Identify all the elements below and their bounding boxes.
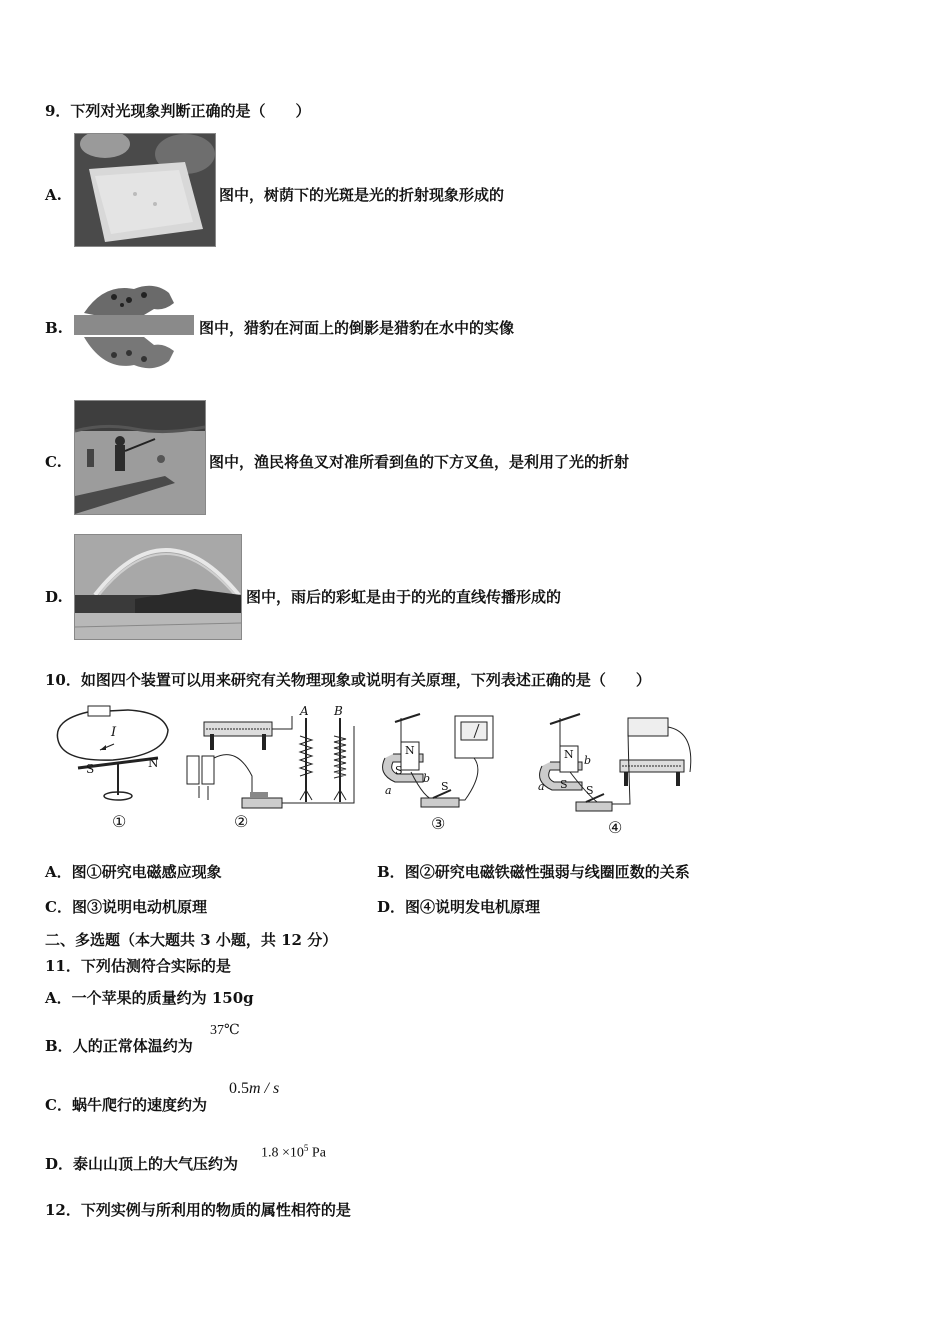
figure-3-b-label: b: [423, 772, 431, 785]
q9-option-d-text: 图中，雨后的彩虹是由于的光的直线传播形成的: [246, 588, 562, 606]
figure-3-number: ③: [431, 814, 446, 833]
q11-option-d-text: 泰山山顶上的大气压约为: [73, 1155, 239, 1173]
q11-option-c-formula: [229, 1080, 279, 1098]
figure-3-switch-label: S: [441, 780, 449, 793]
q10-option-b: [377, 862, 690, 882]
q11-option-a-text: 一个苹果的质量约为 150g: [71, 989, 254, 1007]
q10-option-b-text: 图②研究电磁铁磁性强弱与线圈匝数的关系: [404, 863, 690, 881]
figure-1-south-label: S: [86, 762, 95, 776]
figure-1-oersted: [48, 700, 178, 835]
q9-option-c-label: C.: [45, 453, 62, 471]
figure-4-south-label: S: [560, 778, 568, 791]
q11-option-b-text: 人的正常体温约为: [72, 1037, 193, 1055]
figure-4-north-label: N: [564, 748, 574, 761]
figure-4-number: ④: [608, 818, 623, 837]
q11-option-c-formula-number: 0.5: [229, 1080, 249, 1097]
q11-option-d-formula: [261, 1143, 326, 1162]
q9-stem: 9．下列对光现象判断正确的是（ ）: [45, 102, 311, 120]
q9-option-b-label: B.: [45, 319, 63, 337]
figure-2-coil-b-label: B: [334, 704, 343, 718]
rainbow-photo: [74, 534, 242, 640]
q9-option-d-label: D.: [45, 588, 63, 606]
figure-4-switch-label: S: [586, 784, 594, 797]
q12-stem: 12．下列实例与所利用的物质的属性相符的是: [45, 1201, 351, 1219]
q11-option-a: [45, 988, 254, 1008]
q9-option-a-text: 图中，树荫下的光斑是光的折射现象形成的: [219, 186, 505, 204]
fisherman-spear-photo: [74, 400, 206, 515]
q10-option-c: [45, 897, 207, 917]
q11-option-a-label: A．: [45, 989, 72, 1007]
q11-option-d-formula-exponent: 5: [303, 1143, 309, 1153]
q11-option-b-label: B．: [45, 1037, 73, 1055]
q11-option-d: [45, 1154, 238, 1174]
q10-option-a-text: 图①研究电磁感应现象: [71, 863, 222, 881]
figure-3-a-label: a: [385, 784, 392, 797]
q11-option-c-formula-unit: m / s: [249, 1080, 280, 1097]
q11-option-c-text: 蜗牛爬行的速度约为: [71, 1096, 207, 1114]
leopard-reflection-photo: [74, 275, 194, 378]
q10-option-d-label: D．: [377, 898, 406, 916]
figure-4-a-label: a: [538, 780, 545, 793]
q11-stem: 11．下列估测符合实际的是: [45, 957, 231, 975]
figure-3-south-label: S: [395, 764, 403, 777]
figure-1-north-label: N: [148, 756, 159, 770]
q11-option-b-formula: 37℃: [210, 1023, 240, 1038]
q10-option-d: [377, 897, 540, 917]
tree-shade-light-spot-photo: [74, 133, 216, 247]
q11-option-d-formula-unit: Pa: [311, 1145, 326, 1161]
q11-option-d-formula-number: 1.8 ×10: [261, 1145, 304, 1161]
q10-option-d-text: 图④说明发电机原理: [405, 898, 541, 916]
q9-option-b-text: 图中，猎豹在河面上的倒影是猎豹在水中的实像: [199, 319, 515, 337]
figure-1-number: ①: [112, 812, 127, 831]
figure-2-coil-a-label: A: [300, 704, 309, 718]
q10-option-c-text: 图③说明电动机原理: [71, 898, 207, 916]
section-2-heading: 二、多选题（本大题共 3 小题，共 12 分）: [45, 931, 338, 949]
q10-option-a: [45, 862, 222, 882]
figure-4-motor: [530, 712, 700, 840]
figure-2-electromagnet: [182, 706, 362, 836]
figure-4-b-label: b: [584, 754, 592, 767]
figure-3-induction: [375, 712, 515, 836]
q11-option-b: [45, 1036, 193, 1056]
q11-option-c-label: C．: [45, 1096, 72, 1114]
q10-stem: 10．如图四个装置可以用来研究有关物理现象或说明有关原理，下列表述正确的是（ ）: [45, 671, 651, 689]
q11-option-c: [45, 1095, 207, 1115]
q9-option-c-text: 图中，渔民将鱼叉对准所看到鱼的下方叉鱼，是利用了光的折射: [209, 453, 630, 471]
figure-1-current-label: I: [111, 725, 117, 740]
figure-3-north-label: N: [405, 744, 415, 757]
q9-option-a-label: A.: [45, 186, 62, 204]
q10-option-c-label: C．: [45, 898, 72, 916]
q10-option-a-label: A．: [45, 863, 72, 881]
figure-2-number: ②: [234, 812, 249, 831]
q10-option-b-label: B．: [377, 863, 405, 881]
q11-option-d-label: D．: [45, 1155, 74, 1173]
